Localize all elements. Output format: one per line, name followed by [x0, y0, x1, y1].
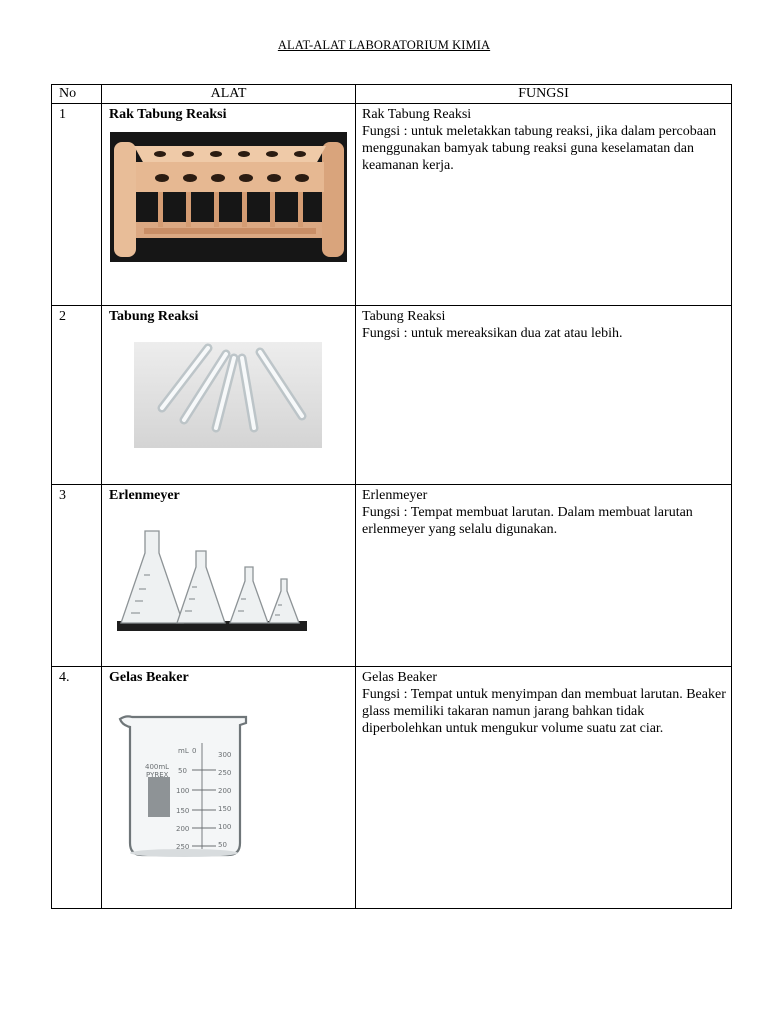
- document-title: ALAT-ALAT LABORATORIUM KIMIA: [277, 38, 491, 52]
- table-header-row: [52, 85, 732, 104]
- beaker-unit: mL: [178, 747, 189, 755]
- beaker-right-mark: 100: [218, 823, 232, 831]
- function-title: Rak Tabung Reaksi: [362, 107, 472, 122]
- equipment-table: [51, 84, 732, 909]
- beaker-right-mark: 200: [218, 787, 232, 795]
- beaker-right-mark: 150: [218, 805, 232, 813]
- function-title: Tabung Reaksi: [362, 309, 446, 324]
- equipment-name: Gelas Beaker: [109, 670, 189, 685]
- header-alat: ALAT: [102, 85, 356, 104]
- function-title: Gelas Beaker: [362, 670, 438, 685]
- test-tubes-image: [134, 342, 322, 448]
- beaker-capacity: 400mL: [145, 763, 170, 771]
- table-row: [52, 104, 732, 306]
- beaker-right-mark: 50: [218, 841, 227, 849]
- row-number: 1: [59, 107, 66, 122]
- beaker-left-mark: 100: [176, 787, 190, 795]
- row-number: 3: [59, 488, 66, 503]
- header-fungsi: FUNGSI: [356, 85, 732, 104]
- row-number: 4.: [59, 670, 70, 685]
- beaker-glass-image: [118, 713, 250, 859]
- beaker-right-mark: 300: [218, 751, 232, 759]
- function-description: Fungsi : untuk mereaksikan dua zat atau lebih.: [362, 326, 623, 341]
- beaker-left-mark: 0: [192, 747, 197, 755]
- beaker-brand: PYREX: [146, 771, 169, 779]
- beaker-right-mark: 250: [218, 769, 232, 777]
- erlenmeyer-flasks-image: [117, 529, 307, 631]
- function-description: Fungsi : Tempat untuk menyimpan dan membuat larutan. Beaker glass memiliki takaran namun jarang bahkan tidak diperbolehkan untuk mengukur volume suatu zat ciar.: [362, 687, 726, 736]
- equipment-name: Erlenmeyer: [109, 488, 180, 503]
- table-row: [52, 306, 732, 485]
- row-number: 2: [59, 309, 66, 324]
- beaker-left-mark: 50: [178, 767, 187, 775]
- equipment-name: Rak Tabung Reaksi: [109, 107, 227, 122]
- function-description: Fungsi : Tempat membuat larutan. Dalam membuat larutan erlenmeyer yang selalu digunakan.: [362, 505, 693, 537]
- beaker-left-mark: 250: [176, 843, 190, 851]
- equipment-name: Tabung Reaksi: [109, 309, 199, 324]
- test-tube-rack-image: [110, 132, 347, 262]
- beaker-left-mark: 200: [176, 825, 190, 833]
- function-title: Erlenmeyer: [362, 488, 428, 503]
- beaker-left-mark: 150: [176, 807, 190, 815]
- function-description: Fungsi : untuk meletakkan tabung reaksi, jika dalam percobaan menggunakan bamyak tabung reaksi guna keselamatan dan keamanan kerja.: [362, 124, 717, 173]
- table-row: [52, 485, 732, 667]
- header-no: No: [52, 85, 102, 104]
- table-row: [52, 667, 732, 909]
